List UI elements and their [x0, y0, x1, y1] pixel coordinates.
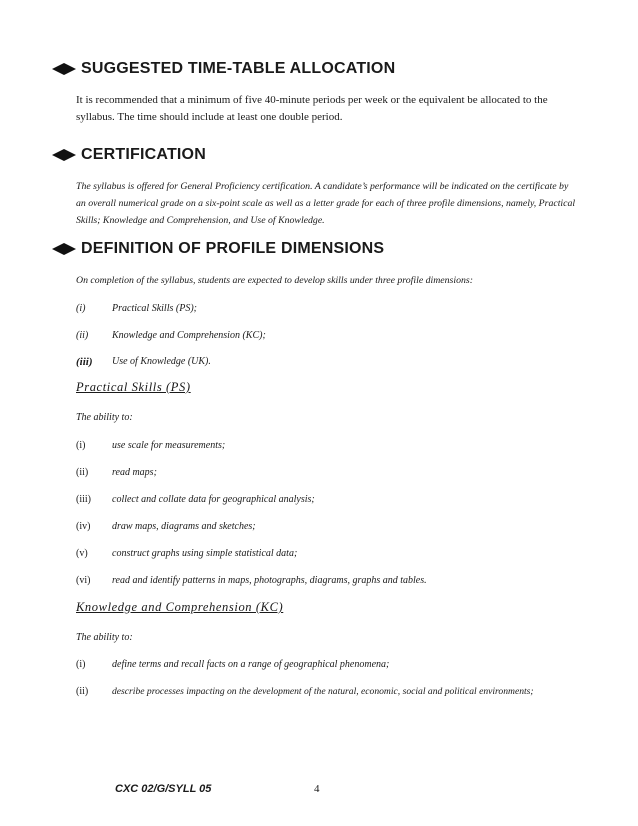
- section-heading-certification: [52, 146, 206, 164]
- heading-text: CERTIFICATION: [81, 146, 206, 163]
- item-text: Use of Knowledge (UK).: [112, 356, 211, 367]
- paragraph-line: The syllabus is offered for General Proficiency certification. A candidate’s performance will be indicated on the certificate by: [76, 181, 569, 192]
- lead-label: The ability to:: [76, 412, 133, 423]
- diamond-bullet-icon: [52, 63, 76, 75]
- item-number: (i): [76, 303, 86, 314]
- subheading-knowledge-comprehension: Knowledge and Comprehension (KC): [76, 600, 284, 614]
- item-text: draw maps, diagrams and sketches;: [112, 521, 256, 532]
- footer-syllabus-code: CXC 02/G/SYLL 05: [115, 783, 212, 795]
- item-number: (ii): [76, 330, 89, 341]
- item-number: (iii): [76, 494, 91, 505]
- item-text: construct graphs using simple statistical data;: [112, 548, 298, 559]
- item-text: collect and collate data for geographical analysis;: [112, 494, 315, 505]
- item-number: (v): [76, 548, 88, 559]
- item-text: use scale for measurements;: [112, 440, 226, 451]
- item-number: (i): [76, 440, 86, 451]
- heading-text: DEFINITION OF PROFILE DIMENSIONS: [81, 240, 385, 257]
- subheading-practical-skills: Practical Skills (PS): [76, 380, 191, 394]
- paragraph-line: Skills; Knowledge and Comprehension, and Use of Knowledge.: [76, 215, 325, 226]
- item-number: (iii): [76, 356, 93, 368]
- item-text: Practical Skills (PS);: [112, 303, 197, 314]
- item-text: read maps;: [112, 467, 157, 478]
- paragraph-line: an overall numerical grade on a six-point scale as well as a letter grade for each of three profile dimensions, namely, Practical: [76, 198, 576, 209]
- item-text: Knowledge and Comprehension (KC);: [112, 330, 266, 341]
- item-number: (ii): [76, 686, 89, 697]
- certification-paragraph: [76, 178, 576, 229]
- lead-label: The ability to:: [76, 632, 133, 643]
- item-text: read and identify patterns in maps, photographs, diagrams, graphs and tables.: [112, 575, 427, 586]
- item-number: (iv): [76, 521, 91, 532]
- profile-intro: On completion of the syllabus, students are expected to develop skills under three profile dimensions:: [76, 275, 473, 286]
- heading-text: SUGGESTED TIME-TABLE ALLOCATION: [81, 60, 396, 77]
- item-text: define terms and recall facts on a range of geographical phenomena;: [112, 659, 390, 670]
- diamond-bullet-icon: [52, 243, 76, 255]
- timetable-paragraph: [76, 92, 566, 126]
- item-number: (vi): [76, 575, 91, 586]
- item-text: describe processes impacting on the development of the natural, economic, social and political environments;: [112, 686, 534, 697]
- diamond-bullet-icon: [52, 149, 76, 161]
- paragraph-line: syllabus. The time should include at least one double period.: [76, 111, 343, 123]
- item-number: (ii): [76, 467, 89, 478]
- footer-page-number: 4: [314, 783, 320, 795]
- section-heading-timetable: [52, 60, 395, 78]
- item-number: (i): [76, 659, 86, 670]
- section-heading-profile: [52, 240, 384, 258]
- paragraph-line: It is recommended that a minimum of five 40-minute periods per week or the equivalent be allocated to the: [76, 94, 548, 106]
